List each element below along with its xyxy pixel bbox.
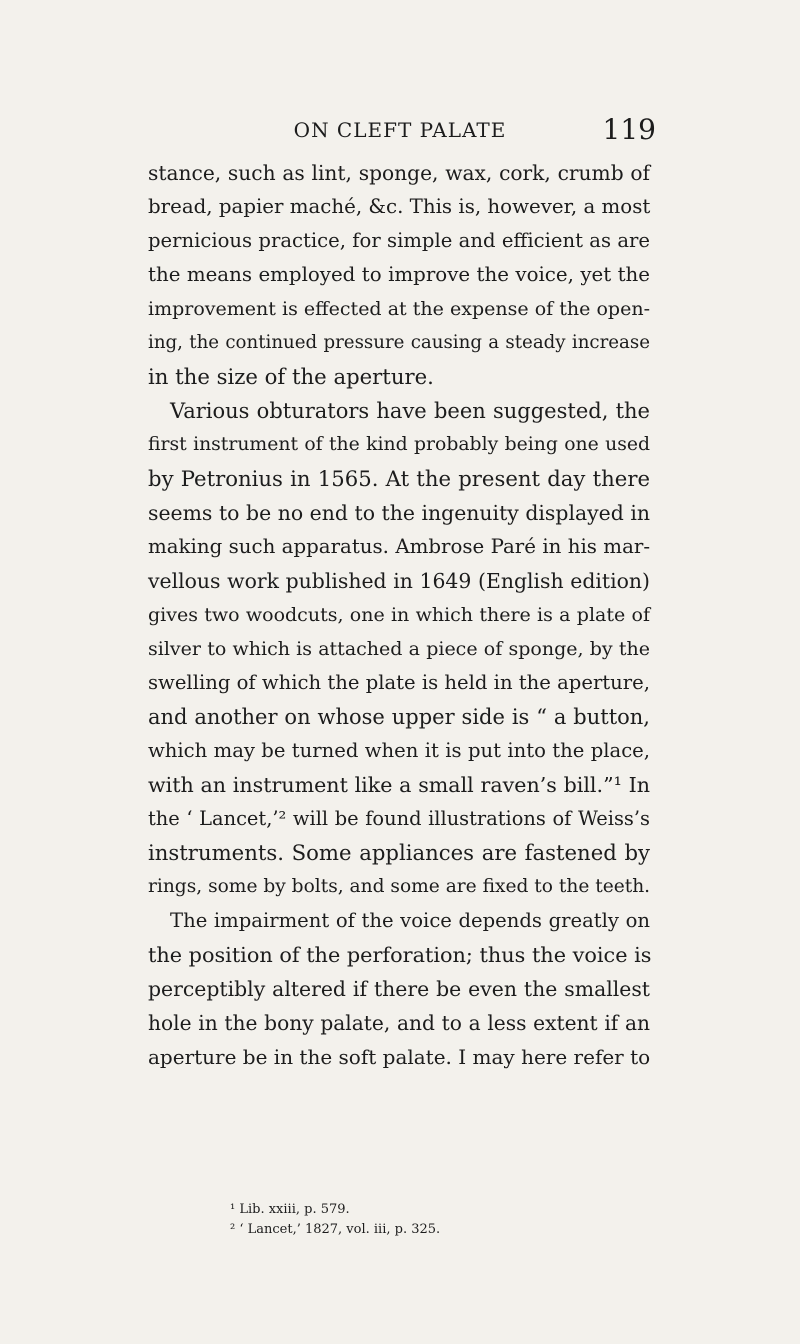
text-line: silver to which is attached a piece of sponge, by the bbox=[148, 638, 650, 660]
page-number: 119 bbox=[602, 113, 656, 146]
text-line: stance, such as lint, sponge, wax, cork, crumb of bbox=[148, 161, 650, 185]
text-line: and another on whose upper side is “ a button, bbox=[148, 705, 650, 729]
text-line: first instrument of the kind probably being one used bbox=[148, 434, 650, 455]
text-line: the means employed to improve the voice, yet the bbox=[148, 263, 650, 286]
text-line: pernicious practice, for simple and efficient as are bbox=[148, 229, 650, 252]
text-line: The impairment of the voice depends greatly on bbox=[170, 909, 650, 932]
text-line: Various obturators have been suggested, the bbox=[170, 399, 650, 423]
text-line: vellous work published in 1649 (English edition) bbox=[148, 569, 650, 593]
text-line: the position of the perforation; thus the voice is bbox=[148, 943, 652, 967]
text-line: in the size of the aperture. bbox=[148, 364, 434, 389]
text-line: swelling of which the plate is held in the aperture, bbox=[148, 671, 650, 694]
text-line: gives two woodcuts, one in which there is a plate of bbox=[148, 604, 650, 626]
text-line: ing, the continued pressure causing a steady increase bbox=[148, 332, 650, 353]
text-line: with an instrument like a small raven’s bill.”¹ In bbox=[148, 773, 650, 797]
text-line: which may be turned when it is put into the place, bbox=[148, 739, 650, 762]
text-line: rings, some by bolts, and some are fixed to the teeth. bbox=[148, 876, 651, 897]
text-line: improvement is effected at the expense of the open- bbox=[148, 298, 650, 320]
text-line: instruments. Some appliances are fastened by bbox=[148, 840, 650, 865]
footnote: ² ‘ Lancet,’ 1827, vol. iii, p. 325. bbox=[230, 1222, 441, 1237]
text-line: bread, papier maché, &c. This is, however, a most bbox=[148, 195, 651, 218]
text-line: hole in the bony palate, and to a less extent if an bbox=[148, 1011, 650, 1035]
text-line: the ‘ Lancet,’² will be found illustrations of Weiss’s bbox=[148, 807, 650, 830]
text-line: by Petronius in 1565. At the present day there bbox=[148, 466, 650, 491]
footnote: ¹ Lib. xxiii, p. 579. bbox=[230, 1202, 350, 1217]
text-line: making such apparatus. Ambrose Paré in his mar- bbox=[148, 535, 650, 558]
running-title: ON CLEFT PALATE bbox=[293, 118, 507, 142]
text-line: seems to be no end to the ingenuity displayed in bbox=[148, 501, 650, 525]
text-line: aperture be in the soft palate. I may here refer to bbox=[148, 1045, 651, 1069]
text-line: perceptibly altered if there be even the smallest bbox=[148, 977, 650, 1001]
page-header bbox=[0, 113, 800, 146]
